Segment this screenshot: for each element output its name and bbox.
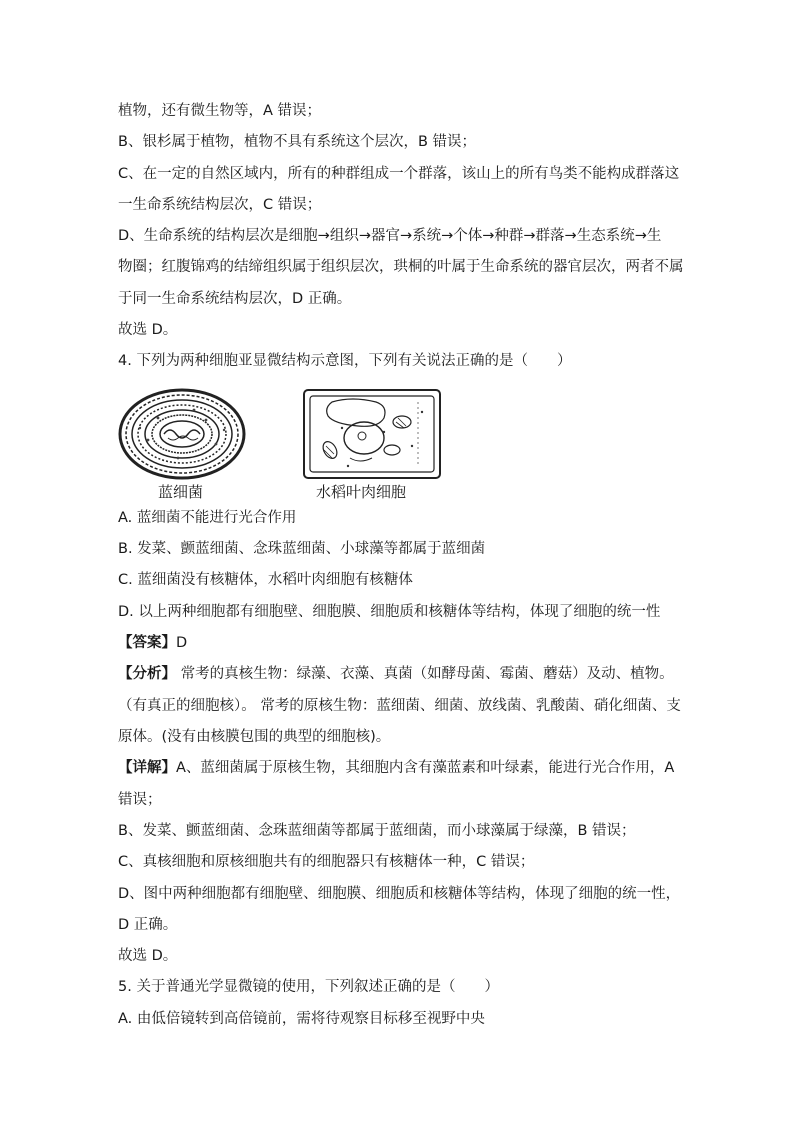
option-b: B. 发菜、颤蓝细菌、念珠蓝细菌、小球藻等都属于蓝细菌 bbox=[118, 541, 486, 557]
text-line: 故选 D。 bbox=[118, 322, 178, 338]
text-line: 故选 D。 bbox=[118, 948, 178, 964]
option-c: C. 蓝细菌没有核糖体，水稻叶肉细胞有核糖体 bbox=[118, 572, 413, 588]
detail-tag: 【详解】 bbox=[118, 760, 176, 776]
text-line: B、发菜、颤蓝细菌、念珠蓝细菌等都属于蓝细菌，而小球藻属于绿藻，B 错误； bbox=[118, 823, 636, 839]
text-line: 错误； bbox=[118, 792, 162, 808]
text-line: 植物，还有微生物等，A 错误； bbox=[118, 103, 322, 119]
text-line: D、生命系统的结构层次是细胞→组织→器官→系统→个体→种群→群落→生态系统→生 bbox=[118, 228, 662, 244]
option-a: A. 蓝细菌不能进行光合作用 bbox=[118, 510, 297, 526]
q5-option-a: A. 由低倍镜转到高倍镜前，需将待观察目标移至视野中央 bbox=[118, 1011, 485, 1027]
rice-leaf-mesophyll-cell-figure bbox=[302, 388, 442, 480]
text-line: 原体。(没有由核膜包围的典型的细胞核)。 bbox=[118, 729, 391, 745]
answer-value: D bbox=[176, 635, 188, 651]
detail-text: A、蓝细菌属于原核生物，其细胞内含有藻蓝素和叶绿素，能进行光合作用，A bbox=[176, 760, 675, 776]
option-d: D. 以上两种细胞都有细胞壁、细胞膜、细胞质和核糖体等结构，体现了细胞的统一性 bbox=[118, 604, 661, 620]
question-4: 4. 下列为两种细胞亚显微结构示意图，下列有关说法正确的是（ ） bbox=[118, 353, 572, 369]
text-line: 物圈；红腹锦鸡的结缔组织属于组织层次，珙桐的叶属于生命系统的器官层次，两者不属 bbox=[118, 259, 684, 275]
cyanobacteria-label: 蓝细菌 bbox=[158, 483, 204, 501]
cell-diagrams bbox=[118, 388, 448, 506]
analysis-tag: 【分析】 bbox=[118, 666, 176, 682]
text-line: （有真正的细胞核）。 常考的原核生物：蓝细菌、细菌、放线菌、乳酸菌、硝化细菌、支 bbox=[118, 698, 681, 714]
text-line: D、图中两种细胞都有细胞壁、细胞膜、细胞质和核糖体等结构，体现了细胞的统一性， bbox=[118, 886, 681, 902]
text-line: 于同一生命系统结构层次，D 正确。 bbox=[118, 291, 352, 307]
question-5: 5. 关于普通光学显微镜的使用，下列叙述正确的是（ ） bbox=[118, 979, 499, 995]
text-line: C、在一定的自然区域内，所有的种群组成一个群落，该山上的所有鸟类不能构成群落这 bbox=[118, 166, 680, 182]
text-line: D 正确。 bbox=[118, 917, 178, 933]
answer-line bbox=[118, 633, 187, 653]
text-line: B、银杉属于植物，植物不具有系统这个层次，B 错误； bbox=[118, 134, 477, 150]
rice-cell-label: 水稻叶肉细胞 bbox=[316, 483, 407, 501]
text-line: C、真核细胞和原核细胞共有的细胞器只有核糖体一种，C 错误； bbox=[118, 854, 535, 870]
analysis-text: 常考的真核生物：绿藻、衣藻、真菌（如酵母菌、霉菌、蘑菇）及动、植物。 bbox=[176, 666, 674, 682]
analysis-line bbox=[118, 664, 674, 684]
detail-line bbox=[118, 758, 674, 778]
text-line: 一生命系统结构层次，C 错误； bbox=[118, 197, 322, 213]
answer-tag: 【答案】 bbox=[118, 635, 176, 651]
